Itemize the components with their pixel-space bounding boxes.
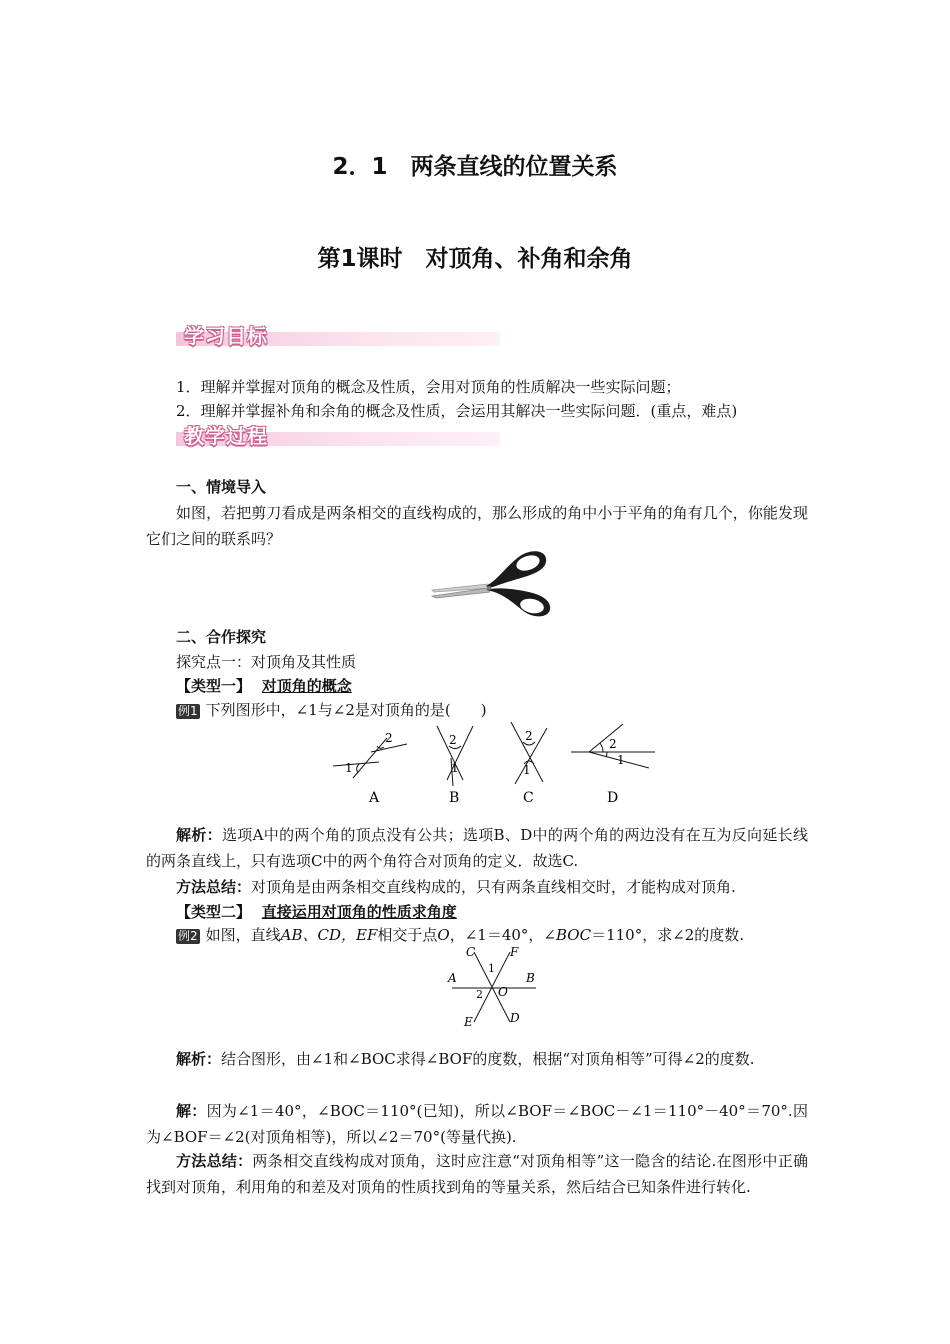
fig-label-b: B <box>449 790 460 806</box>
ex2-text-c: 相交于点 <box>377 926 438 944</box>
process-banner <box>176 424 500 450</box>
point-d: D <box>510 1011 520 1025</box>
section2-heading: 二、合作探究 <box>176 628 267 646</box>
type1-title: 对顶角的概念 <box>261 677 352 695</box>
example2-solution <box>146 1098 808 1150</box>
type2-tag: 【类型二】 <box>176 903 252 921</box>
lesson-title: 第1课时 对顶角、补角和余角 <box>317 246 633 272</box>
section1-heading: 一、情境导入 <box>176 478 267 496</box>
example1-analysis-text: 选项A中的两个角的顶点没有公共；选项B、D中的两个角的两边没有在互为反向延长线的两条直线上，只有选项C中的两个角符合对顶角的定义．故选C. <box>146 826 808 870</box>
point1-title: 探究点一：对顶角及其性质 <box>176 653 357 671</box>
example2-badge: 例2 <box>178 929 198 943</box>
fig2-angle2: 2 <box>476 988 483 1001</box>
example1-summary-text: 对顶角是由两条相交直线构成的，只有两条直线相交时，才能构成对顶角. <box>251 878 736 896</box>
fig2-angle1: 1 <box>488 962 495 975</box>
example2-analysis-label: 解析： <box>176 1050 222 1068</box>
example2-summary-label: 方法总结： <box>176 1152 253 1170</box>
point-o: O <box>498 985 508 999</box>
fig-a-angle2: 2 <box>385 731 393 745</box>
ex2-text-f: BOC <box>555 926 592 944</box>
ex2-text-d: O <box>437 926 450 944</box>
example2-solution-label: 解： <box>176 1102 207 1120</box>
example1-analysis <box>146 822 808 874</box>
goal-2: 2．理解并掌握补角和余角的概念及性质，会运用其解决一些实际问题．(重点，难点) <box>176 402 738 420</box>
example1-summary <box>146 874 808 900</box>
example2-analysis <box>146 1046 808 1072</box>
fig-label-c: C <box>523 790 534 806</box>
fig-label-a: A <box>369 790 380 806</box>
example1-text: 下列图形中，∠1与∠2是对顶角的是( ) <box>205 701 487 719</box>
example1-analysis-label: 解析： <box>176 826 222 844</box>
fig-d-angle2: 2 <box>609 737 617 751</box>
example1-summary-label: 方法总结： <box>176 878 252 896</box>
fig-c-angle1: 1 <box>523 763 531 777</box>
ex2-text-a: 如图，直线 <box>205 926 281 944</box>
doc-title: 2．1 两条直线的位置关系 <box>332 154 618 180</box>
example2-summary <box>146 1148 808 1200</box>
fig-a-angle1: 1 <box>345 761 353 775</box>
fig-c-angle2: 2 <box>525 729 533 743</box>
type2-title: 直接运用对顶角的性质求角度 <box>261 903 457 921</box>
example2-figure <box>440 942 550 1028</box>
point-b: B <box>526 971 535 985</box>
point-c: C <box>466 945 476 959</box>
example1-figures <box>325 716 665 810</box>
section1-text: 如图，若把剪刀看成是两条相交的直线构成的，那么形成的角中小于平角的角有几个，你能发现它们之间的联系吗？ <box>146 504 808 548</box>
example2-solution-text: 因为∠1＝40°，∠BOC＝110°(已知)，所以∠BOF＝∠BOC－∠1＝110°－40°＝70°.因为∠BOF＝∠2(对顶角相等)，所以∠2＝70°(等量代换). <box>146 1102 808 1146</box>
example1-badge: 例1 <box>178 704 198 718</box>
type1-heading <box>176 673 352 699</box>
point-e: E <box>464 1015 473 1028</box>
ex2-text-e: ，∠1＝40°，∠ <box>449 926 556 944</box>
fig-label-d: D <box>607 790 619 806</box>
fig-b-angle1: 1 <box>451 761 459 775</box>
fig-d-angle1: 1 <box>617 753 625 767</box>
type1-tag: 【类型一】 <box>176 677 252 695</box>
scissors-image <box>428 544 556 622</box>
ex2-text-b: AB、CD，EF <box>280 926 378 944</box>
point-a: A <box>448 971 457 985</box>
example2-summary-text: 两条相交直线构成对顶角，这时应注意“对顶角相等”这一隐含的结论.在图形中正确找到对顶角，利用角的和差及对顶角的性质找到角的等量关系，然后结合已知条件进行转化. <box>146 1152 808 1196</box>
process-banner-text: 教学过程 <box>184 424 268 448</box>
goals-banner <box>176 324 500 350</box>
example2-analysis-text: 结合图形，由∠1和∠BOC求得∠BOF的度数，根据“对顶角相等”可得∠2的度数. <box>221 1050 755 1068</box>
goal-1: 1．理解并掌握对顶角的概念及性质，会用对顶角的性质解决一些实际问题； <box>176 378 681 396</box>
fig-b-angle2: 2 <box>449 733 457 747</box>
point-f: F <box>510 945 519 959</box>
ex2-text-g: ＝110°，求∠2的度数. <box>591 926 745 944</box>
goals-banner-text: 学习目标 <box>184 324 268 348</box>
